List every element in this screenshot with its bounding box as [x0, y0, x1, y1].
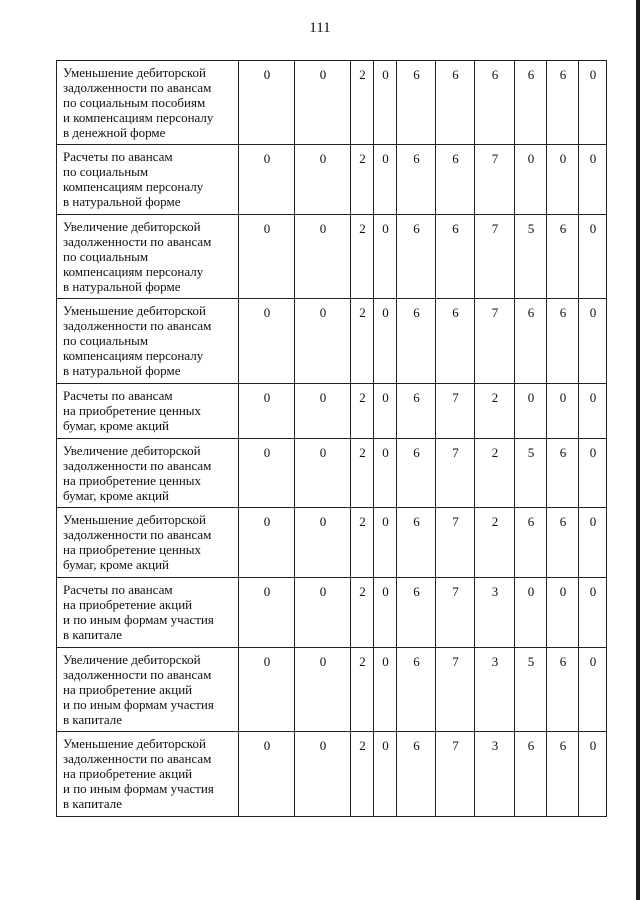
code-digit-cell: 5: [515, 648, 547, 732]
code-digit-cell: 6: [397, 61, 436, 145]
account-name-line: по социальным: [63, 248, 149, 264]
code-digit-cell: 0: [374, 732, 397, 817]
code-digit-cell: 0: [374, 214, 397, 298]
code-digit-cell: 6: [397, 648, 436, 732]
account-name-line: бумаг, кроме акций: [63, 487, 169, 503]
account-name-line: Уменьшение дебиторской: [63, 303, 207, 319]
account-name-line: задолженности по авансам: [63, 751, 212, 767]
account-name-line: в капитале: [63, 712, 123, 728]
code-digit-cell: 6: [436, 61, 475, 145]
scan-edge: [636, 0, 640, 900]
code-digit-cell: 0: [295, 508, 351, 577]
code-digit-cell: 7: [436, 577, 475, 647]
code-digit-cell: 7: [436, 438, 475, 507]
account-name-line: на приобретение ценных: [63, 472, 202, 488]
account-name-cell: [57, 577, 239, 647]
code-digit-cell: 0: [579, 732, 607, 817]
code-digit-cell: 0: [239, 648, 295, 732]
account-name-line: компенсациям персоналу: [63, 263, 204, 279]
account-name-line: Увеличение дебиторской: [63, 218, 201, 234]
account-name-line: по социальным: [63, 164, 149, 180]
code-digit-cell: 6: [436, 299, 475, 383]
code-digit-cell: 2: [351, 508, 374, 577]
table-row: [57, 648, 607, 732]
account-name-line: в натуральной форме: [63, 363, 181, 379]
code-digit-cell: 0: [239, 383, 295, 438]
account-name-line: и по иным формам участия: [63, 611, 214, 627]
account-name-line: задолженности по авансам: [63, 667, 212, 683]
code-digit-cell: 2: [351, 145, 374, 214]
code-digit-cell: 0: [374, 508, 397, 577]
code-digit-cell: 6: [547, 648, 579, 732]
code-digit-cell: 0: [579, 508, 607, 577]
account-name-line: Расчеты по авансам: [63, 149, 173, 165]
code-digit-cell: 5: [515, 214, 547, 298]
account-name-line: бумаг, кроме акций: [63, 417, 169, 433]
account-name-line: задолженности по авансам: [63, 233, 212, 249]
code-digit-cell: 0: [374, 299, 397, 383]
account-name-line: и компенсациям персоналу: [63, 110, 214, 125]
code-digit-cell: 0: [374, 383, 397, 438]
account-name-line: в денежной форме: [63, 125, 166, 140]
code-digit-cell: 0: [239, 145, 295, 214]
account-name-line: Уменьшение дебиторской: [63, 65, 207, 80]
account-name-cell: [57, 648, 239, 732]
account-name-line: на приобретение акций: [63, 682, 193, 698]
code-digit-cell: 6: [547, 732, 579, 817]
code-digit-cell: 0: [515, 383, 547, 438]
code-digit-cell: 2: [351, 438, 374, 507]
code-digit-cell: 2: [351, 577, 374, 647]
code-digit-cell: 2: [351, 732, 374, 817]
account-name-cell: [57, 438, 239, 507]
account-name-line: Уменьшение дебиторской: [63, 512, 207, 528]
code-digit-cell: 6: [547, 214, 579, 298]
code-digit-cell: 6: [547, 299, 579, 383]
code-digit-cell: 0: [547, 577, 579, 647]
code-digit-cell: 2: [351, 214, 374, 298]
account-name-cell: [57, 299, 239, 383]
table-row: [57, 438, 607, 507]
code-digit-cell: 6: [397, 508, 436, 577]
account-name-cell: [57, 214, 239, 298]
account-name-line: задолженности по авансам: [63, 457, 212, 473]
account-name-line: Расчеты по авансам: [63, 581, 173, 597]
code-digit-cell: 7: [436, 648, 475, 732]
code-digit-cell: 0: [374, 438, 397, 507]
code-digit-cell: 2: [475, 508, 515, 577]
code-digit-cell: 0: [295, 299, 351, 383]
code-digit-cell: 0: [547, 383, 579, 438]
code-digit-cell: 0: [515, 577, 547, 647]
code-digit-cell: 6: [397, 145, 436, 214]
account-name-line: в капитале: [63, 796, 123, 812]
code-digit-cell: 0: [295, 438, 351, 507]
code-digit-cell: 0: [374, 648, 397, 732]
code-digit-cell: 0: [239, 61, 295, 145]
code-digit-cell: 0: [579, 648, 607, 732]
code-digit-cell: 2: [475, 438, 515, 507]
code-digit-cell: 6: [547, 438, 579, 507]
account-name-cell: [57, 732, 239, 817]
budget-code-table: [56, 60, 607, 817]
code-digit-cell: 0: [295, 145, 351, 214]
account-name-cell: [57, 61, 239, 145]
code-digit-cell: 7: [475, 145, 515, 214]
code-digit-cell: 6: [475, 61, 515, 145]
code-digit-cell: 6: [515, 508, 547, 577]
code-digit-cell: 0: [579, 383, 607, 438]
code-digit-cell: 0: [239, 299, 295, 383]
code-digit-cell: 0: [579, 577, 607, 647]
page-number: 111: [309, 20, 331, 36]
code-digit-cell: 0: [295, 732, 351, 817]
account-name-line: компенсациям персоналу: [63, 348, 204, 364]
table-row: [57, 577, 607, 647]
code-digit-cell: 0: [295, 648, 351, 732]
code-digit-cell: 3: [475, 648, 515, 732]
code-digit-cell: 0: [515, 145, 547, 214]
code-digit-cell: 0: [374, 145, 397, 214]
code-digit-cell: 0: [579, 214, 607, 298]
code-digit-cell: 0: [295, 61, 351, 145]
code-digit-cell: 0: [579, 299, 607, 383]
account-name-line: Увеличение дебиторской: [63, 442, 201, 458]
account-name-line: задолженности по авансам: [63, 318, 212, 334]
account-name-line: в натуральной форме: [63, 194, 181, 210]
code-digit-cell: 6: [436, 214, 475, 298]
code-digit-cell: 6: [397, 732, 436, 817]
code-digit-cell: 2: [351, 383, 374, 438]
account-name-line: по социальным: [63, 333, 149, 349]
code-digit-cell: 0: [579, 145, 607, 214]
code-digit-cell: 0: [239, 508, 295, 577]
code-digit-cell: 7: [436, 383, 475, 438]
code-digit-cell: 6: [547, 61, 579, 145]
code-digit-cell: 7: [475, 214, 515, 298]
code-digit-cell: 6: [397, 438, 436, 507]
code-digit-cell: 7: [475, 299, 515, 383]
code-digit-cell: 6: [436, 145, 475, 214]
code-digit-cell: 6: [397, 383, 436, 438]
code-digit-cell: 5: [515, 438, 547, 507]
code-digit-cell: 2: [351, 299, 374, 383]
code-digit-cell: 6: [515, 732, 547, 817]
code-digit-cell: 0: [374, 577, 397, 647]
code-digit-cell: 2: [351, 648, 374, 732]
code-digit-cell: 0: [239, 577, 295, 647]
table-row: [57, 508, 607, 577]
table-row: [57, 61, 607, 145]
code-digit-cell: 7: [436, 508, 475, 577]
account-name-line: в натуральной форме: [63, 278, 181, 294]
code-digit-cell: 0: [579, 438, 607, 507]
code-digit-cell: 0: [295, 577, 351, 647]
code-digit-cell: 0: [547, 145, 579, 214]
code-digit-cell: 0: [239, 732, 295, 817]
account-name-line: и по иным формам участия: [63, 781, 214, 797]
account-name-line: задолженности по авансам: [63, 527, 212, 543]
account-name-cell: [57, 383, 239, 438]
account-name-line: Уменьшение дебиторской: [63, 736, 207, 752]
code-digit-cell: 3: [475, 732, 515, 817]
table-row: [57, 145, 607, 214]
code-digit-cell: 6: [397, 299, 436, 383]
code-digit-cell: 6: [397, 214, 436, 298]
code-digit-cell: 0: [295, 214, 351, 298]
account-name-line: Расчеты по авансам: [63, 387, 173, 403]
code-digit-cell: 6: [547, 508, 579, 577]
account-name-line: на приобретение ценных: [63, 542, 202, 558]
code-digit-cell: 2: [351, 61, 374, 145]
code-digit-cell: 0: [374, 61, 397, 145]
code-digit-cell: 0: [239, 214, 295, 298]
code-digit-cell: 6: [515, 61, 547, 145]
code-digit-cell: 2: [475, 383, 515, 438]
account-name-cell: [57, 508, 239, 577]
code-digit-cell: 6: [515, 299, 547, 383]
table-row: [57, 299, 607, 383]
account-name-line: на приобретение акций: [63, 596, 193, 612]
code-digit-cell: 0: [295, 383, 351, 438]
account-name-line: бумаг, кроме акций: [63, 557, 169, 573]
code-digit-cell: 6: [397, 577, 436, 647]
table-row: [57, 732, 607, 817]
code-digit-cell: 0: [579, 61, 607, 145]
table-row: [57, 214, 607, 298]
account-name-line: задолженности по авансам: [63, 80, 212, 95]
code-digit-cell: 0: [239, 438, 295, 507]
account-name-cell: [57, 145, 239, 214]
account-name-line: компенсациям персоналу: [63, 179, 204, 195]
account-name-line: и по иным формам участия: [63, 697, 214, 713]
account-name-line: Увеличение дебиторской: [63, 652, 201, 668]
account-name-line: на приобретение ценных: [63, 402, 202, 418]
table-row: [57, 383, 607, 438]
account-name-line: в капитале: [63, 626, 123, 642]
code-digit-cell: 7: [436, 732, 475, 817]
account-name-line: на приобретение акций: [63, 766, 193, 782]
account-name-line: по социальным пособиям: [63, 95, 206, 110]
code-digit-cell: 3: [475, 577, 515, 647]
